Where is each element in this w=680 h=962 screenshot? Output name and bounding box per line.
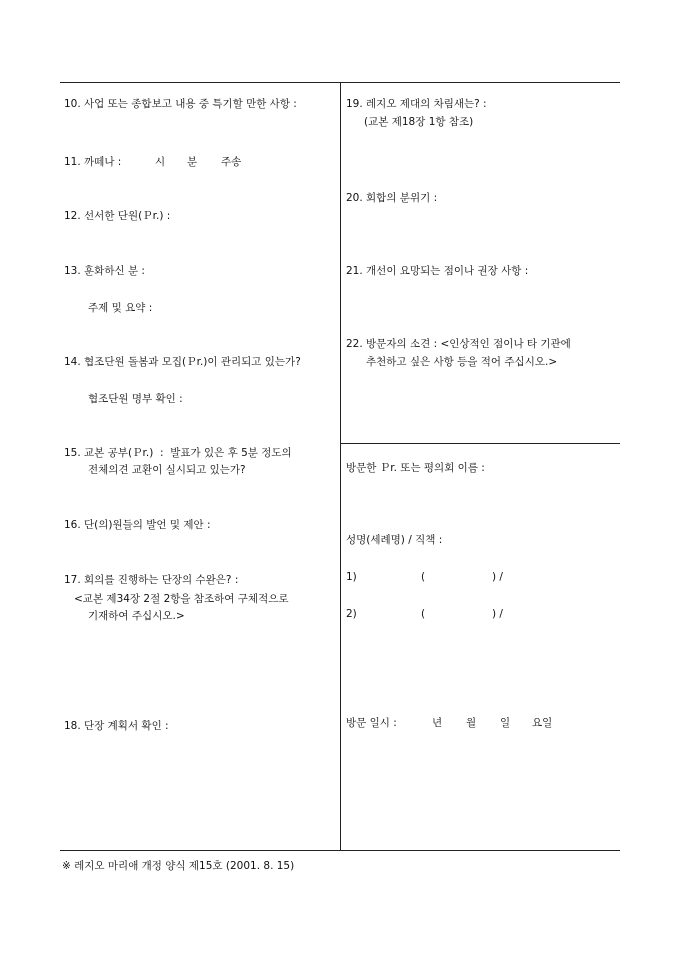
q11-label: 11. 까떼나 : <box>64 156 122 168</box>
form-footer-note: ※ 레지오 마리애 개정 양식 제15호 (2001. 8. 15) <box>62 860 295 872</box>
q11-jusong: 주송 <box>221 156 242 168</box>
entry-2-open: ( <box>421 608 426 620</box>
column-divider <box>340 82 341 851</box>
q22-label-line1: 22. 방문자의 소견 : <인상적인 점이나 타 기관에 <box>346 338 571 350</box>
entry-2-number: 2) <box>346 608 357 620</box>
q13-label: 13. 훈화하신 분 : <box>64 265 145 277</box>
q15-label-line1: 15. 교본 공부(Ｐr.) : 발표가 있은 후 5분 정도의 <box>64 447 292 459</box>
q11-si: 시 <box>155 156 166 168</box>
q15-label-line2: 전체의견 교환이 실시되고 있는가? <box>88 464 246 476</box>
entry-1-open: ( <box>421 571 426 583</box>
right-section-divider <box>340 443 620 444</box>
q19-label-line1: 19. 레지오 제대의 차림새는? : <box>346 98 487 110</box>
entry-2-close: ) / <box>492 608 503 620</box>
q17-label-line1: 17. 회의를 진행하는 단장의 수완은? : <box>64 574 239 586</box>
q13-sub-label: 주제 및 요약 : <box>88 302 153 314</box>
visit-date-year: 년 <box>432 717 443 729</box>
entry-1-number: 1) <box>346 571 357 583</box>
visit-date-label: 방문 일시 : <box>346 717 397 729</box>
visitor-title: 방문한 Ｐr. 또는 평의회 이름 : <box>346 462 485 474</box>
name-title: 성명(세례명) / 직책 : <box>346 534 443 546</box>
bottom-rule <box>60 850 620 851</box>
q10-label: 10. 사업 또는 종합보고 내용 중 특기할 만한 사항 : <box>64 98 297 110</box>
visit-date-month: 월 <box>466 717 477 729</box>
q14-label: 14. 협조단원 돌봄과 모집(Ｐr.)이 관리되고 있는가? <box>64 356 301 368</box>
q17-label-line2: <교본 제34장 2절 2항을 참조하여 구체적으로 <box>74 593 289 605</box>
q21-label: 21. 개선이 요망되는 점이나 권장 사항 : <box>346 265 529 277</box>
q17-label-line3: 기재하여 주십시오.> <box>88 610 185 622</box>
q12-label: 12. 선서한 단원(Ｐr.) : <box>64 210 171 222</box>
q16-label: 16. 단(의)원들의 발언 및 제안 : <box>64 519 211 531</box>
q18-label: 18. 단장 계획서 확인 : <box>64 720 169 732</box>
q22-label-line2: 추천하고 싶은 사항 등을 적어 주십시오.> <box>366 356 558 368</box>
q14-sub-label: 협조단원 명부 확인 : <box>88 393 183 405</box>
visit-date-day: 일 <box>500 717 511 729</box>
q19-label-line2: (교본 제18장 1항 참조) <box>364 116 474 128</box>
q20-label: 20. 회합의 분위기 : <box>346 192 438 204</box>
visit-date-weekday: 요일 <box>532 717 553 729</box>
q11-bun: 분 <box>187 156 198 168</box>
entry-1-close: ) / <box>492 571 503 583</box>
